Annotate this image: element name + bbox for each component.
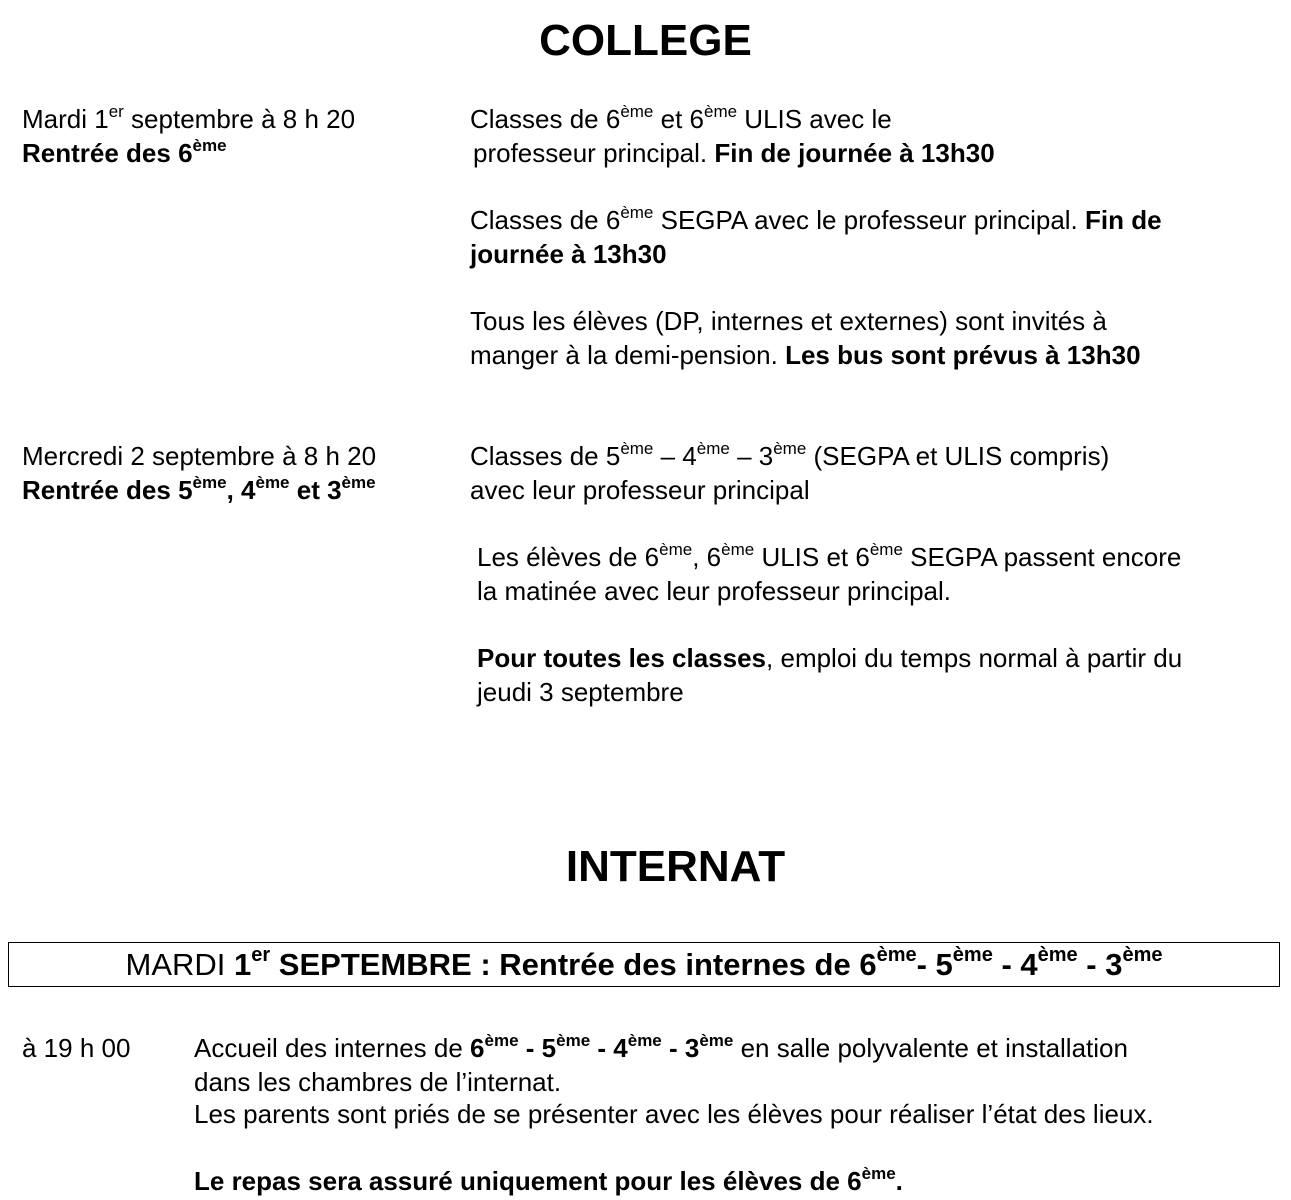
internat-line1: Accueil des internes de 6ème - 5ème - 4ème - 3ème en salle polyvalente et installation — [194, 1031, 1128, 1063]
internat-time: à 19 h 00 — [22, 1033, 131, 1063]
day2-p3-line1: Pour toutes les classes, emploi du temps normal à partir du — [477, 643, 1183, 673]
day1-p1-line2: professeur principal. Fin de journée à 13h30 — [473, 138, 995, 168]
day1-p1-line1: Classes de 6ème et 6ème ULIS avec le — [470, 102, 892, 134]
internat-line4: Le repas sera assuré uniquement pour les élèves de 6ème. — [194, 1164, 903, 1196]
internat-title: INTERNAT — [565, 842, 786, 891]
day2-p1-line1: Classes de 5ème – 4ème – 3ème (SEGPA et ULIS compris) — [470, 439, 1110, 471]
day2-p1-line2: avec leur professeur principal — [470, 475, 810, 505]
day2-p2-line2: la matinée avec leur professeur principal. — [477, 576, 952, 606]
day1-p2-line1: Classes de 6ème SEGPA avec le professeur principal. Fin de — [470, 203, 1162, 235]
internat-line3: Les parents sont priés de se présenter avec les élèves pour réaliser l’état des lieux. — [194, 1099, 1154, 1129]
day1-p3-line2: manger à la demi-pension. Les bus sont prévus à 13h30 — [470, 340, 1141, 370]
day2-date: Mercredi 2 septembre à 8 h 20 — [22, 441, 377, 471]
college-title: COLLEGE — [539, 16, 752, 65]
internat-banner: MARDI 1er SEPTEMBRE : Rentrée des internes de 6ème- 5ème - 4ème - 3ème — [8, 942, 1280, 987]
day1-p3-line1: Tous les élèves (DP, internes et externes) sont invités à — [470, 306, 1107, 336]
day1-label: Rentrée des 6ème — [22, 136, 227, 168]
day1-p2-line2: journée à 13h30 — [470, 239, 667, 269]
day2-p2-line1: Les élèves de 6ème, 6ème ULIS et 6ème SEGPA passent encore — [477, 540, 1182, 572]
internat-line2: dans les chambres de l’internat. — [194, 1067, 562, 1097]
day2-p3-line2: jeudi 3 septembre — [477, 677, 684, 707]
day1-date: Mardi 1er septembre à 8 h 20 — [22, 102, 356, 134]
day2-label: Rentrée des 5ème, 4ème et 3ème — [22, 473, 376, 505]
